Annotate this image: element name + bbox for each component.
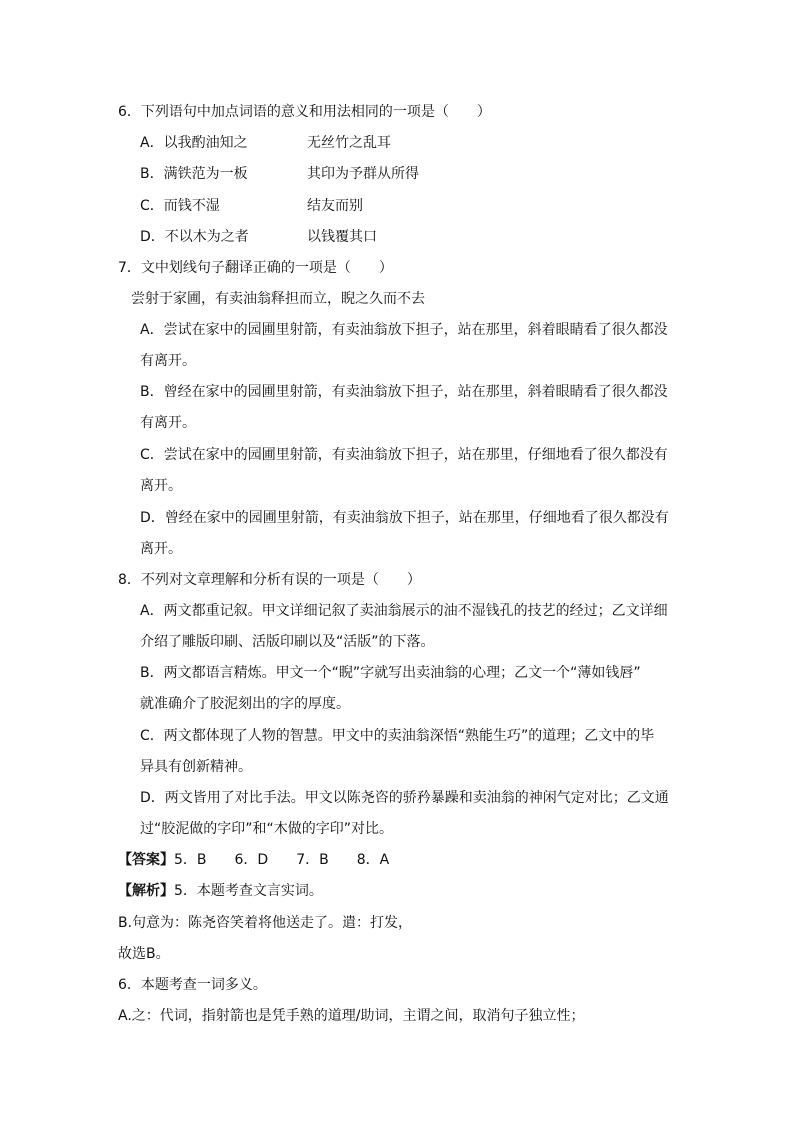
q7-option-d-line2: 离开。 (140, 541, 182, 557)
q8-option-a-line1: A．两文都重记叙。甲文详细记叙了卖油翁展示的油不湿钱孔的技艺的经过；乙文详细 (140, 603, 668, 619)
q8-option-a-line2: 介绍了雕版印刷、活版印刷以及“活版”的下落。 (140, 634, 435, 650)
q8-option-b-line1: B．两文都语言精炼。甲文一个“睨”字就写出卖油翁的心理；乙文一个“薄如钱唇” (140, 665, 641, 681)
analysis-line-1: B.句意为：陈尧咨笑着将他送走了。遣：打发， (118, 915, 413, 931)
q8-option-d-line2: 过“胶泥做的字印”和“木做的字印”对比。 (140, 821, 394, 837)
q8-option-d-line1: D．两文皆用了对比手法。甲文以陈尧咨的骄矜暴躁和卖油翁的神闲气定对比；乙文通 (140, 790, 669, 806)
q6-option-c-right: 结友而别 (307, 198, 363, 214)
q7-option-a-line2: 有离开。 (140, 353, 196, 369)
q7-stem: 7．文中划线句子翻译正确的一项是（ ） (118, 260, 393, 276)
answer-line (118, 850, 389, 870)
q8-option-c-line1: C．两文都体现了人物的智慧。甲文中的卖油翁深悟“熟能生巧”的道理；乙文中的毕 (140, 728, 655, 744)
q8-option-c-line2: 异具有创新精神。 (140, 759, 252, 775)
q6-option-d-left: D．不以木为之者 (140, 229, 249, 245)
q6-option-d-right: 以钱覆其口 (307, 229, 377, 245)
q7-option-a-line1: A．尝试在家中的园圃里射箭，有卖油翁放下担子，站在那里，斜着眼睛看了很久都没 (140, 322, 668, 338)
analysis-line-3: 6．本题考查一词多义。 (118, 977, 267, 993)
q7-option-b-line2: 有离开。 (140, 415, 196, 431)
q6-option-a-right: 无丝竹之乱耳 (307, 135, 391, 151)
q7-option-c-line1: C．尝试在家中的园圃里射箭，有卖油翁放下担子，站在那里，仔细地看了很久都没有 (140, 447, 668, 463)
q7-option-b-line1: B．曾经在家中的园圃里射箭，有卖油翁放下担子，站在那里，斜着眼睛看了很久都没 (140, 384, 668, 400)
answer-text: 5．B 6．D 7．B 8．A (174, 852, 390, 868)
answer-tag: 【答案】 (118, 852, 174, 868)
analysis-line (118, 881, 323, 901)
q8-stem: 8．不列对文章理解和分析有误的一项是（ ） (118, 572, 421, 588)
q7-option-d-line1: D．曾经在家中的园圃里射箭，有卖油翁放下担子，站在那里，仔细地看了很久都没有 (140, 510, 669, 526)
analysis-tag: 【解析】 (118, 883, 174, 899)
analysis-line-4: A.之：代词，指射箭也是凭手熟的道理/助词，主谓之间，取消句子独立性； (118, 1008, 585, 1024)
q6-option-b-right: 其印为予群从所得 (307, 166, 419, 182)
q6-option-a-left: A．以我酌油知之 (140, 135, 248, 151)
q8-option-b-line2: 就准确介了胶泥刻出的字的厚度。 (140, 696, 350, 712)
q6-option-b-left: B．满铁范为一板 (140, 166, 248, 182)
analysis-line-2: 故选B。 (118, 946, 170, 962)
q6-stem: 6．下列语句中加点词语的意义和用法相同的一项是（ ） (118, 104, 491, 120)
q7-option-c-line2: 离开。 (140, 478, 182, 494)
analysis-first: 5．本题考查文言实词。 (174, 883, 323, 899)
q6-option-c-left: C．而钱不湿 (140, 198, 220, 214)
q7-quote: 尝射于家圃，有卖油翁释担而立，睨之久而不去 (131, 291, 425, 307)
